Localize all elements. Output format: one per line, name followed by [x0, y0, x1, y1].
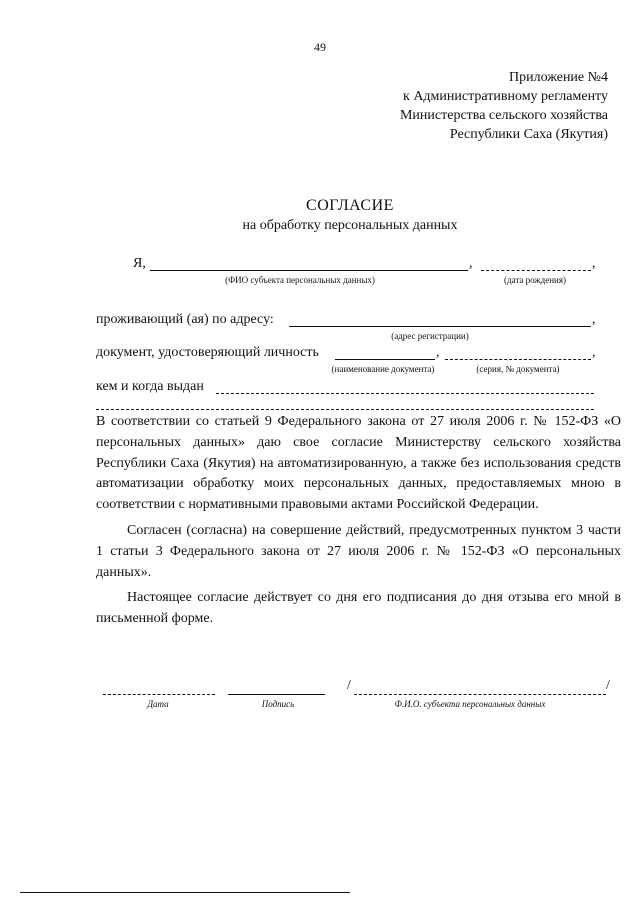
- issued-field[interactable]: [216, 393, 594, 394]
- appendix-line-4: Республики Саха (Якутия): [449, 127, 608, 142]
- series-comma: ,: [592, 345, 596, 360]
- address-comma: ,: [592, 312, 596, 327]
- footnote-separator: [20, 892, 350, 893]
- signature-fio-field[interactable]: [354, 694, 606, 695]
- fio-caption: (ФИО субъекта персональных данных): [225, 275, 375, 285]
- document-name-field[interactable]: [335, 359, 435, 360]
- page-number: 49: [314, 40, 326, 54]
- paragraph-3: Настоящее согласие действует со дня его подписания до дня отзыва его мной в письменной форме.: [96, 590, 621, 627]
- birth-date-field[interactable]: [481, 270, 591, 271]
- document-series-caption: (серия, № документа): [476, 364, 560, 374]
- birth-comma: ,: [592, 256, 596, 271]
- fio-field[interactable]: [150, 270, 468, 271]
- document-label: документ, удостоверяющий личность: [96, 345, 319, 360]
- appendix-line-3: Министерства сельского хозяйства: [399, 108, 608, 123]
- paragraph-2: Согласен (согласна) на совершение действий, предусмотренных пунктом 3 части 1 статьи 3 Федерального закона от 27 июля 2006 г. № 152-ФЗ «О персональных данных».: [96, 522, 621, 580]
- signature-field[interactable]: [228, 694, 325, 695]
- appendix-line-2: к Административному регламенту: [403, 89, 608, 104]
- appendix-line-1: Приложение №4: [509, 70, 608, 85]
- i-label: Я,: [133, 256, 146, 271]
- paragraph-1: В соответствии со статьей 9 Федерального закона от 27 июля 2006 г. № 152-ФЗ «О персональных данных» даю свое согласие Министерству сельского хозяйства Республики Саха (Якутия) на автоматизированную, а также без использования средств автоматизации обработку моих персональных данных, предоставляемых мною в соответствии с нормативными правовыми актами Российской Федерации.: [96, 414, 621, 513]
- date-caption: Дата: [147, 699, 169, 709]
- document-title: СОГЛАСИЕ: [306, 197, 394, 214]
- signature-caption: Подпись: [261, 699, 295, 709]
- address-caption: (адрес регистрации): [391, 331, 469, 341]
- document-subtitle: на обработку персональных данных: [242, 218, 458, 233]
- issued-label: кем и когда выдан: [96, 379, 204, 394]
- birth-date-caption: (дата рождения): [504, 275, 566, 285]
- address-label: проживающий (ая) по адресу:: [96, 312, 274, 327]
- document-series-field[interactable]: [445, 359, 591, 360]
- appendix-header: [400, 68, 608, 144]
- issued-field-continued[interactable]: [96, 409, 594, 410]
- document-comma: ,: [436, 345, 440, 360]
- slash-left: /: [347, 678, 351, 693]
- document-name-caption: (наименование документа): [331, 364, 435, 374]
- slash-right: /: [606, 678, 610, 693]
- date-field[interactable]: [103, 694, 215, 695]
- consent-text: [96, 412, 621, 630]
- address-field[interactable]: [289, 326, 591, 327]
- signature-fio-caption: Ф.И.О. субъекта персональных данных: [394, 699, 546, 709]
- fio-comma: ,: [469, 256, 473, 271]
